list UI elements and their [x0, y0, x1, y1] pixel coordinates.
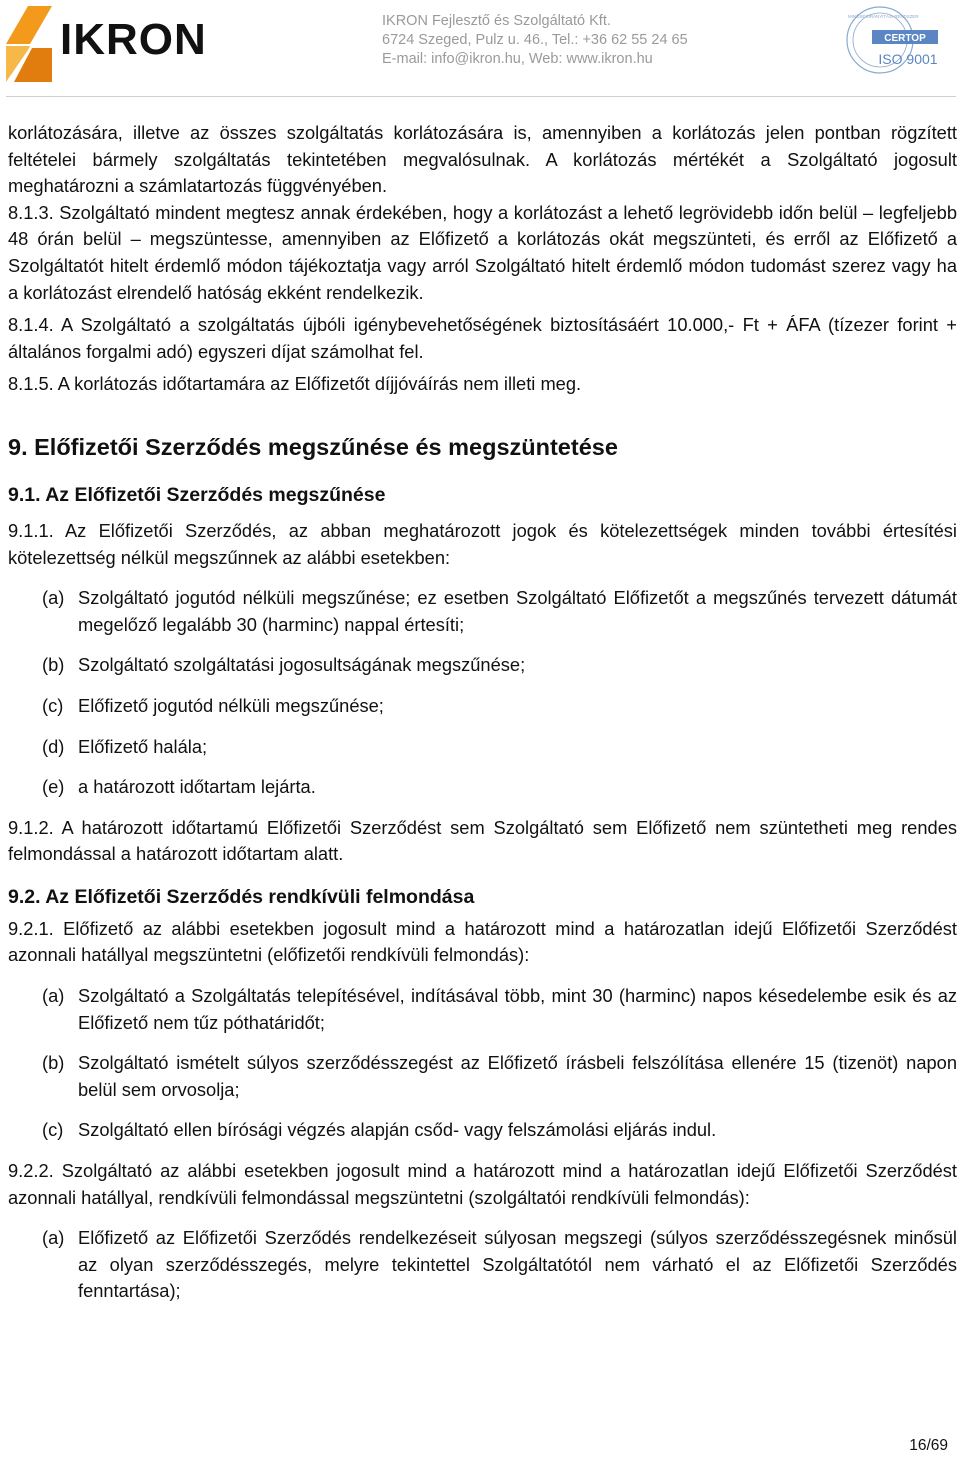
list-9-1-1: [8, 585, 957, 801]
list-item-text: Előfizető az Előfizetői Szerződés rendelkezéseit súlyosan megszegi (súlyos szerződésszegésnek minősül az olyan szerződésszegés, melyre tekintettel Szolgáltatótól nem várható el az Előfizetői Szerződés fenntartása);: [78, 1227, 957, 1302]
seal-ring-text: MINŐSÉGIRÁNYÍTÁSI RENDSZER: [848, 14, 919, 19]
paragraph-8-1-5: 8.1.5. A korlátozás időtartamára az Előfizetőt díjjóváírás nem illeti meg.: [8, 373, 582, 395]
paragraph-9-2-2: 9.2.2. Szolgáltató az alábbi esetekben jogosult mind a határozott mind a határozatlan idejű Előfizetői Szerződést azonnali hatállyal, rendkívüli felmondással megszüntetni (szolgáltatói rendkívüli felmondás):: [8, 1160, 957, 1208]
list-item: [8, 1117, 957, 1144]
document-body: [8, 120, 957, 1305]
list-item-label: (c): [42, 694, 64, 716]
logo-wordmark: IKRON: [60, 15, 207, 64]
list-item-label: (b): [42, 654, 65, 676]
list-item: [8, 1050, 957, 1103]
iso-certification-seal: [838, 4, 942, 76]
paragraph-9-2-1: 9.2.1. Előfizető az alábbi esetekben jogosult mind a határozott mind a határozatlan idejű Előfizetői Szerződést azonnali hatállyal megszüntetni (előfizetői rendkívüli felmondás):: [8, 917, 957, 966]
paragraph-9-1-1: 9.1.1. Az Előfizetői Szerződés, az abban meghatározott jogok és kötelezettségek minden további értesítési kötelezettség nélkül megszűnnek az alábbi esetekben:: [8, 519, 957, 568]
paragraph-8-1-3: 8.1.3. Szolgáltató mindent megtesz annak érdekében, hogy a korlátozást a lehető legrövidebb időn belül – legfeljebb 48 órán belül – megszüntesse, amennyiben az Előfizető a korlátozás okát megszünteti, és erről az Előfizető a Szolgáltatót hitelt érdemlő módon tájékoztatja vagy arról Szolgáltató hitelt érdemlő módon tudomást szerez vagy ha a korlátozást elrendelő hatóság ekként rendelkezik.: [8, 201, 957, 303]
company-info: [382, 12, 688, 69]
list-item-label: (a): [42, 1227, 65, 1249]
list-item-label: (a): [42, 587, 65, 609]
section-heading-9: 9. Előfizetői Szerződés megszűnése és megszüntetése: [8, 433, 618, 460]
page-number: 16/69: [909, 1437, 948, 1454]
list-item-text: Szolgáltató jogutód nélküli megszűnése; ez esetben Szolgáltató Előfizetőt a megszűnés tervezett dátumát megelőző legalább 30 (harminc) nappal értesíti;: [78, 587, 957, 635]
list-item: [8, 983, 957, 1036]
paragraph-9-1-2: 9.1.2. A határozott időtartamú Előfizetői Szerződést sem Szolgáltató sem Előfizető nem szüntetheti meg rendes felmondással a határozott időtartam alatt.: [8, 816, 957, 865]
list-item-text: Előfizető jogutód nélküli megszűnése;: [78, 694, 384, 716]
list-item: [8, 1225, 957, 1305]
list-9-2-1: [8, 983, 957, 1144]
list-item-text: Szolgáltató ellen bírósági végzés alapján csőd- vagy felszámolási eljárás indul.: [78, 1119, 717, 1141]
company-contact: E-mail: info@ikron.hu, Web: www.ikron.hu: [382, 51, 653, 67]
list-item-label: (e): [42, 776, 65, 798]
list-item: [8, 693, 957, 720]
list-9-2-2: [8, 1225, 957, 1305]
list-item-label: (d): [42, 735, 65, 757]
list-item: [8, 652, 957, 679]
paragraph-continuation: korlátozására, illetve az összes szolgáltatás korlátozására is, amennyiben a korlátozás jelen pontban rögzített feltételei bármely szolgáltatás tekintetében megvalósulnak. A korlátozás mértékét a Szolgáltató jogosult meghatározni a számlatartozás függvényében.: [8, 122, 957, 197]
paragraph-8-1-4: 8.1.4. A Szolgáltató a szolgáltatás újbóli igénybevehetőségének biztosításáért 10.000,- Ft + ÁFA (tízezer forint + általános forgalmi adó) egyszeri díjat számolhat fel.: [8, 314, 957, 362]
list-item-text: Szolgáltató a Szolgáltatás telepítésével, indításával több, mint 30 (harminc) napos késedelembe esik és az Előfizető nem tűz póthatáridőt;: [78, 985, 957, 1033]
list-item-label: (a): [42, 985, 65, 1007]
list-item-text: Szolgáltató ismételt súlyos szerződésszegést az Előfizető írásbeli felszólítása ellenére 15 (tizenöt) napon belül sem orvosolja;: [78, 1052, 957, 1100]
ikron-logo-icon: [6, 4, 52, 82]
company-address: 6724 Szeged, Pulz u. 46., Tel.: +36 62 55 24 65: [382, 32, 688, 48]
section-heading-9-2: 9.2. Az Előfizetői Szerződés rendkívüli felmondása: [8, 885, 475, 908]
list-item-text: Előfizető halála;: [78, 735, 208, 757]
list-item: [8, 734, 957, 761]
seal-standard: ISO 9001: [878, 51, 938, 67]
company-name: IKRON Fejlesztő és Szolgáltató Kft.: [382, 13, 611, 29]
list-item: [8, 774, 957, 801]
list-item-text: Szolgáltató szolgáltatási jogosultságának megszűnése;: [78, 654, 526, 676]
list-item-text: a határozott időtartam lejárta.: [78, 776, 316, 798]
list-item-label: (b): [42, 1052, 65, 1074]
list-item-label: (c): [42, 1119, 64, 1141]
seal-brand: CERTOP: [884, 33, 926, 44]
section-heading-9-1: 9.1. Az Előfizetői Szerződés megszűnése: [8, 483, 386, 506]
page-header: [0, 0, 960, 96]
list-item: [8, 585, 957, 638]
header-divider: [6, 96, 956, 97]
